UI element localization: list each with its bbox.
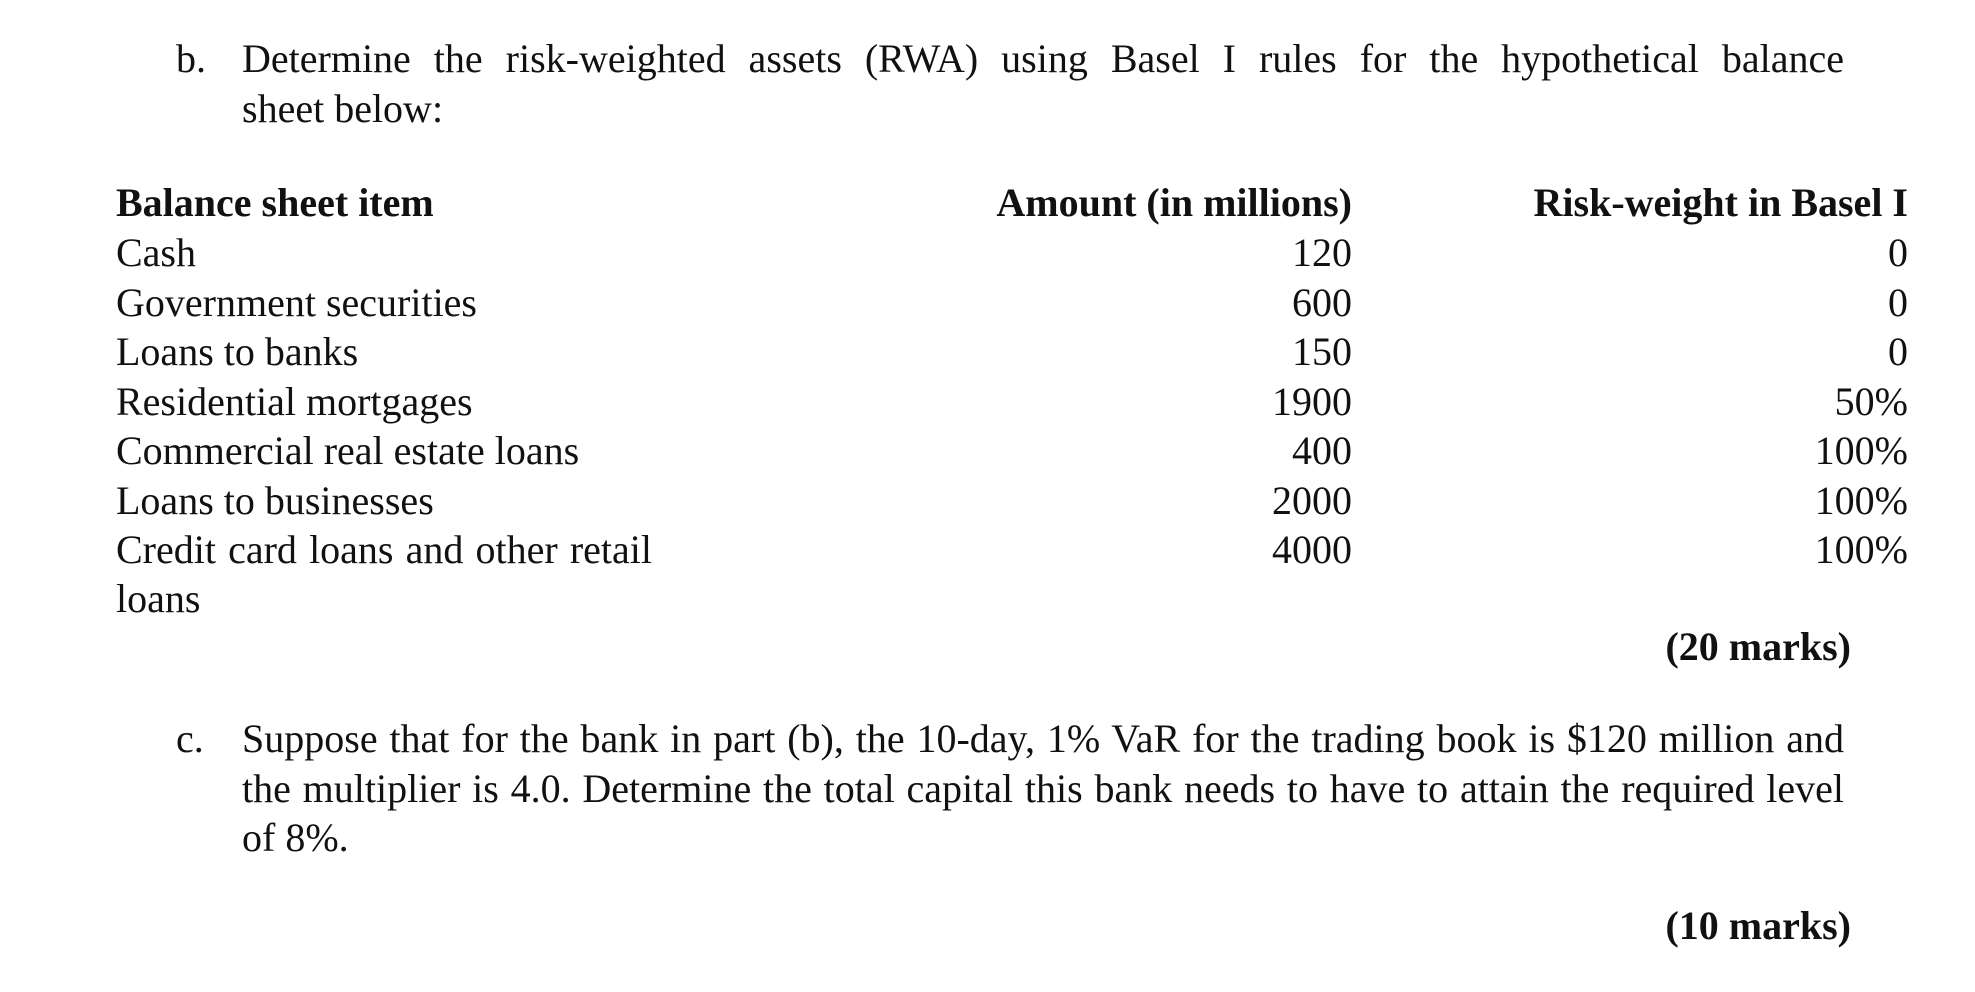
table-row <box>116 525 1908 624</box>
table-row <box>116 327 1908 377</box>
row-amount: 1900 <box>1272 378 1352 424</box>
row-amount: 400 <box>1292 428 1352 473</box>
row-weight: 100% <box>1814 477 1908 523</box>
row-item: Government securities <box>116 279 477 325</box>
question-c-marks: (10 marks) <box>1665 903 1851 948</box>
row-weight: 0 <box>1888 279 1908 325</box>
balance-sheet-table <box>116 178 1908 624</box>
table-row <box>116 228 1908 278</box>
row-weight: 0 <box>1888 230 1908 275</box>
question-b-text-line1: Determine the risk-weighted assets (RWA) using Basel I rules for the hypothetical balance <box>242 36 1844 81</box>
table-row <box>116 377 1908 427</box>
row-item: Commercial real estate loans <box>116 428 580 473</box>
row-weight: 100% <box>1814 527 1908 572</box>
table-row <box>116 426 1908 476</box>
row-weight: 0 <box>1888 329 1908 374</box>
row-amount: 2000 <box>1272 477 1352 523</box>
table-header-row <box>116 178 1908 228</box>
header-weight: Risk-weight in Basel I <box>1533 180 1908 225</box>
row-item: Loans to businesses <box>116 477 434 523</box>
table-row <box>116 278 1908 328</box>
question-c-label: c. <box>176 716 204 761</box>
header-item: Balance sheet item <box>116 180 434 225</box>
row-weight: 100% <box>1814 428 1908 473</box>
question-c <box>176 714 1844 863</box>
row-amount: 600 <box>1292 279 1352 325</box>
header-amount: Amount (in millions) <box>996 180 1352 225</box>
row-weight: 50% <box>1834 378 1908 424</box>
question-b <box>176 34 1844 134</box>
row-amount: 4000 <box>1272 527 1352 572</box>
question-b-text <box>242 34 1844 134</box>
question-b-label: b. <box>176 36 206 81</box>
row-item: Cash <box>116 230 196 275</box>
table-row <box>116 476 1908 526</box>
row-amount: 120 <box>1292 230 1352 275</box>
row-item: Loans to banks <box>116 329 359 374</box>
row-amount: 150 <box>1292 329 1352 374</box>
question-c-text: Suppose that for the bank in part (b), the 10-day, 1% VaR for the trading book is $120 million and the multiplier is 4.0. Determine the total capital this bank needs to have to attain the required level of 8%. <box>242 716 1844 860</box>
question-b-marks: (20 marks) <box>1665 624 1851 669</box>
row-item: Credit card loans and other retail loans <box>116 527 652 621</box>
question-b-text-line2: sheet below: <box>242 86 444 131</box>
row-item: Residential mortgages <box>116 378 473 424</box>
